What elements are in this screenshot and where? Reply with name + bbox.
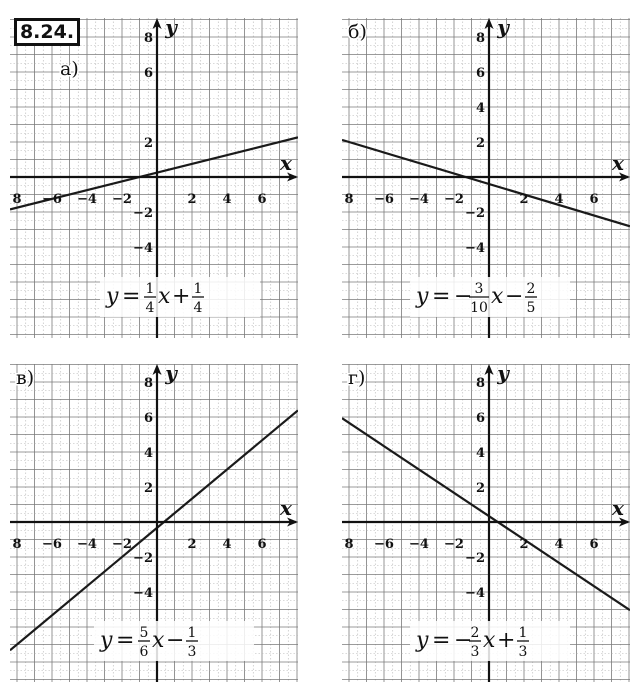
x-tick-label: −2 — [112, 537, 132, 552]
y-tick-label: 4 — [143, 446, 153, 461]
function-line — [342, 140, 630, 226]
problem-number: 8.24. — [14, 18, 80, 46]
x-tick-label: 8 — [344, 192, 354, 207]
formula-sign: − — [454, 628, 473, 653]
formula-coefficient-numerator: 3 — [474, 281, 484, 297]
formula-sign: − — [454, 284, 473, 309]
x-tick-label: −6 — [374, 537, 394, 552]
y-axis-label: y — [497, 15, 509, 39]
formula-constant-denominator: 3 — [187, 644, 197, 660]
formula-operator: − — [166, 628, 185, 653]
x-tick-label: 2 — [519, 192, 529, 207]
x-tick-label: −2 — [444, 537, 464, 552]
x-axis-label: x — [280, 496, 292, 520]
formula-equals: = — [432, 628, 451, 653]
y-tick-label: −2 — [465, 551, 485, 566]
graph-panel-3 — [8, 356, 306, 689]
formula-x: x — [483, 628, 496, 653]
formula-y: y — [416, 628, 429, 653]
y-tick-label: −4 — [133, 586, 153, 601]
x-tick-label: 8 — [12, 192, 22, 207]
x-tick-label: −6 — [42, 192, 62, 207]
formula-equals: = — [116, 628, 135, 653]
formula-constant-denominator: 4 — [193, 300, 203, 316]
x-tick-label: −2 — [112, 192, 132, 207]
formula-constant-numerator: 1 — [187, 625, 197, 641]
x-tick-label: 6 — [589, 537, 599, 552]
formula-constant-denominator: 3 — [518, 644, 528, 660]
x-tick-label: 4 — [222, 537, 232, 552]
y-axis-label: y — [497, 361, 509, 385]
x-tick-label: 4 — [554, 192, 564, 207]
formula-coefficient-denominator: 3 — [470, 644, 480, 660]
y-tick-label: 8 — [475, 31, 485, 46]
function-line — [342, 418, 630, 610]
y-tick-label: 6 — [143, 66, 153, 81]
x-tick-label: 6 — [257, 537, 267, 552]
y-tick-label: −4 — [133, 241, 153, 256]
x-tick-label: 4 — [222, 192, 232, 207]
formula-operator: + — [497, 628, 516, 653]
formula-operator: − — [505, 284, 524, 309]
y-tick-label: 6 — [475, 66, 485, 81]
y-tick-label: 2 — [475, 136, 485, 151]
graph-panel-4 — [340, 356, 638, 689]
x-tick-label: −2 — [444, 192, 464, 207]
panel-label: г) — [348, 367, 366, 389]
y-axis-label: y — [165, 15, 177, 39]
graph-panel-1 — [8, 11, 306, 344]
y-tick-label: 8 — [143, 31, 153, 46]
formula-operator: + — [172, 284, 191, 309]
x-tick-label: 4 — [554, 537, 564, 552]
x-tick-label: 2 — [187, 537, 197, 552]
y-tick-label: 4 — [475, 446, 485, 461]
x-axis-label: x — [612, 151, 624, 175]
formula-coefficient-denominator: 10 — [470, 300, 488, 316]
formula-coefficient-denominator: 4 — [145, 300, 155, 316]
x-tick-label: −4 — [77, 192, 97, 207]
graph-panel-2 — [340, 11, 638, 344]
y-tick-label: −4 — [465, 241, 485, 256]
formula-constant-numerator: 1 — [193, 281, 203, 297]
formula-coefficient-numerator: 2 — [470, 625, 480, 641]
x-tick-label: −6 — [374, 192, 394, 207]
x-tick-label: 2 — [187, 192, 197, 207]
x-tick-label: 8 — [12, 537, 22, 552]
formula-coefficient-denominator: 6 — [139, 644, 149, 660]
x-tick-label: 2 — [519, 537, 529, 552]
formula-x: x — [491, 284, 504, 309]
formula-y: y — [416, 284, 429, 309]
x-tick-label: −6 — [42, 537, 62, 552]
panel-label: в) — [16, 367, 35, 389]
formula-y: y — [100, 628, 113, 653]
y-tick-label: −2 — [133, 206, 153, 221]
formula-constant-numerator: 1 — [518, 625, 528, 641]
formula-y: y — [106, 284, 119, 309]
y-tick-label: −4 — [465, 586, 485, 601]
y-tick-label: 8 — [475, 376, 485, 391]
y-tick-label: 2 — [475, 481, 485, 496]
formula-coefficient-numerator: 1 — [145, 281, 155, 297]
x-tick-label: −4 — [77, 537, 97, 552]
function-line — [10, 410, 298, 650]
x-axis-label: x — [612, 496, 624, 520]
x-tick-label: 6 — [257, 192, 267, 207]
panel-label: а) — [60, 58, 79, 80]
formula-x: x — [158, 284, 171, 309]
y-tick-label: 4 — [475, 101, 485, 116]
x-tick-label: −4 — [409, 537, 429, 552]
x-tick-label: −4 — [409, 192, 429, 207]
formula-equals: = — [432, 284, 451, 309]
y-tick-label: −2 — [133, 551, 153, 566]
formula-x: x — [152, 628, 165, 653]
x-axis-label: x — [280, 151, 292, 175]
y-tick-label: 6 — [143, 411, 153, 426]
y-tick-label: 2 — [143, 481, 153, 496]
y-tick-label: 2 — [143, 136, 153, 151]
y-tick-label: 8 — [143, 376, 153, 391]
x-tick-label: 6 — [589, 192, 599, 207]
panel-label: б) — [348, 21, 367, 43]
y-axis-label: y — [165, 361, 177, 385]
formula-constant-denominator: 5 — [526, 300, 536, 316]
y-tick-label: 6 — [475, 411, 485, 426]
y-tick-label: −2 — [465, 206, 485, 221]
formula-coefficient-numerator: 5 — [139, 625, 149, 641]
formula-equals: = — [122, 284, 141, 309]
x-tick-label: 8 — [344, 537, 354, 552]
formula-constant-numerator: 2 — [526, 281, 536, 297]
